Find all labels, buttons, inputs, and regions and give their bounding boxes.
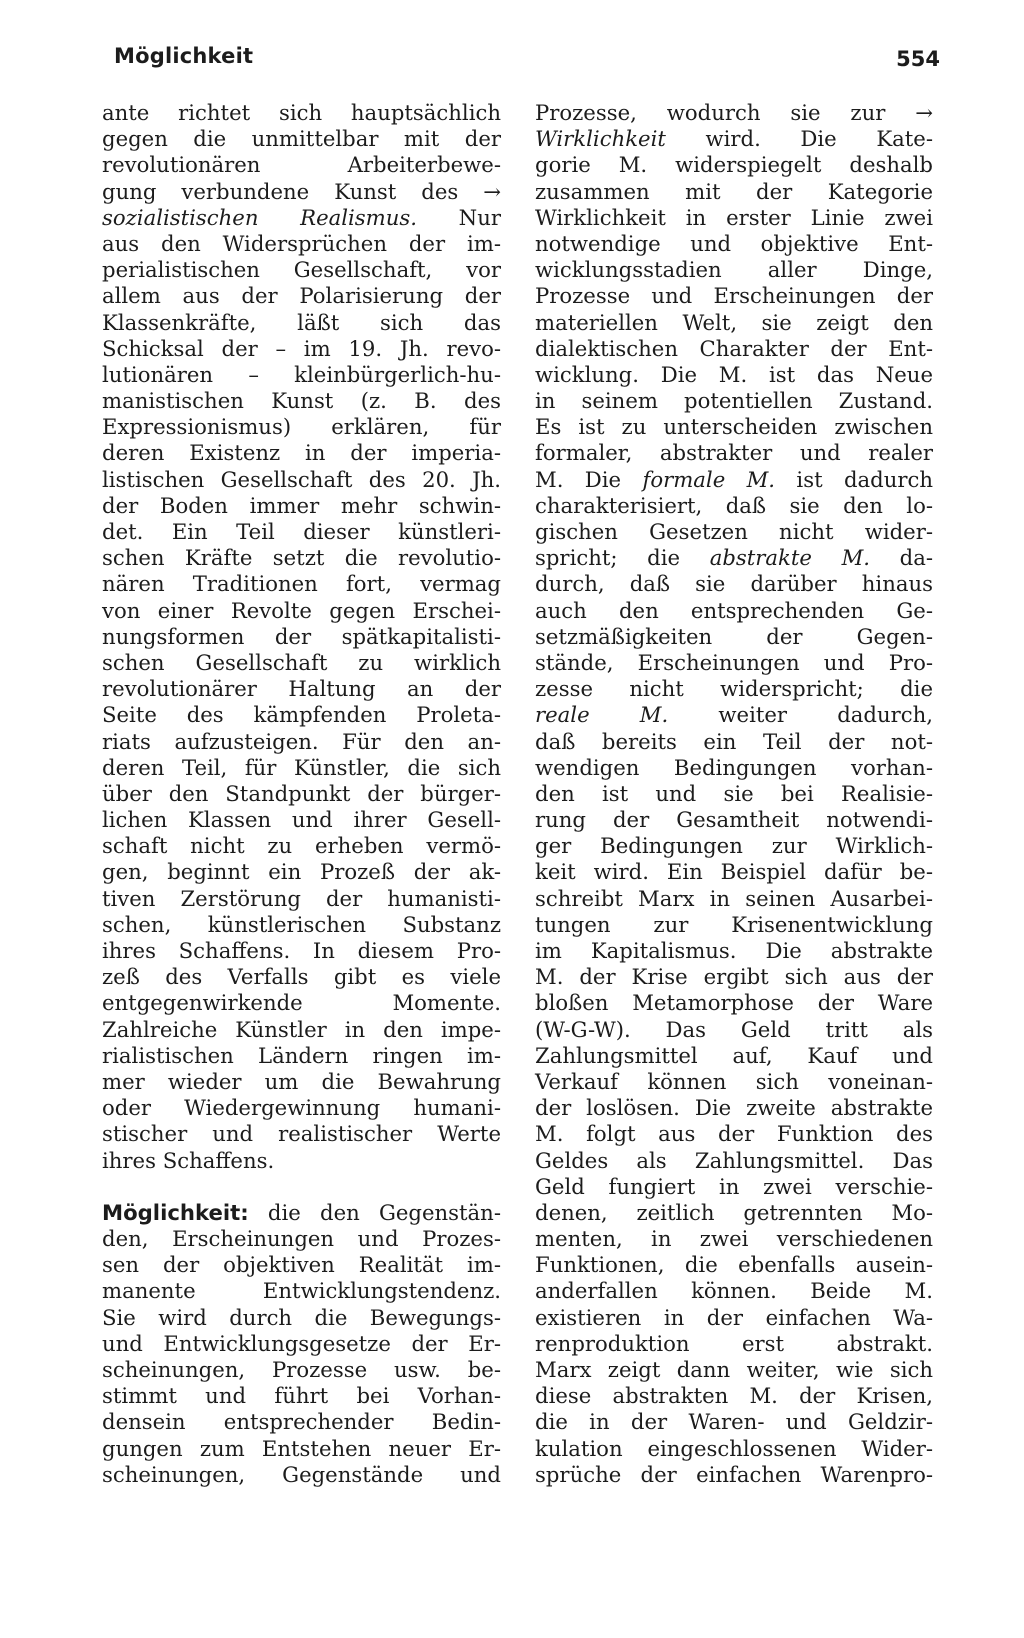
text-line: denen, zeitlich getrennten Mo- [535,1199,933,1225]
text-line: Verkauf können sich voneinan- [535,1068,933,1094]
text-fragment: spricht; die [535,545,710,571]
italic-term: Wirklichkeit [535,126,666,152]
text-line: zusammen mit der Kategorie [535,178,933,204]
text-line: scheinungen, Prozesse usw. be- [102,1357,501,1382]
text-line: ihres Schaffens. [102,1147,275,1173]
text-line: tungen zur Krisenentwicklung [535,911,933,937]
text-line: Geld fungiert in zwei verschie- [535,1173,933,1199]
text-line: M. folgt aus der Funktion des [535,1121,933,1147]
text-line: durch, daß sie darüber hinaus [535,571,933,597]
text-line: Klassenkräfte, läßt sich das [102,309,501,335]
text-line: riats aufzusteigen. Für den an- [102,728,501,754]
text-line: zeß des Verfalls gibt es viele [102,964,501,990]
text-line: sprüche der einfachen Warenpro- [535,1461,933,1487]
text-line: wendigen Bedingungen vorhan- [535,754,933,780]
text-line: Prozesse und Erscheinungen der [535,283,933,309]
text-line: dialektischen Charakter der Ent- [535,335,933,361]
entry-head-line [102,1200,501,1226]
text-line: gen, beginnt ein Prozeß der ak- [102,859,501,885]
text-line: daß bereits ein Teil der not- [535,728,933,754]
text-line [535,545,933,571]
text-line: auch den entsprechenden Ge- [535,597,933,623]
text-line: ger Bedingungen zur Wirklich- [535,833,933,859]
text-line: existieren in der einfachen Wa- [535,1304,933,1330]
text-line: stischer und realistischer Werte [102,1121,501,1147]
text-line: (W-G-W). Das Geld tritt als [535,1016,933,1042]
left-column [102,100,501,1488]
text-line: Marx zeigt dann weiter, wie sich [535,1357,933,1382]
text-line: der loslösen. Die zweite abstrakte [535,1095,933,1121]
text-line: Geldes als Zahlungsmittel. Das [535,1147,933,1173]
text-line [102,205,501,231]
text-line [535,702,933,728]
text-line: wicklung. Die M. ist das Neue [535,361,933,387]
text-line: mer wieder um die Bewahrung [102,1068,501,1094]
text-line: sen der objektiven Realität im- [102,1252,501,1278]
text-line: nungsformen der spätkapitalisti- [102,623,501,649]
text-line: charakterisiert, daß sie den lo- [535,492,933,518]
text-line: tiven Zerstörung der humanisti- [102,885,501,911]
text-line: aus den Widersprüchen der im- [102,230,501,256]
text-line: und Entwicklungsgesetze der Er- [102,1330,501,1356]
text-line: Expressionismus) erklären, für [102,414,501,440]
text-line: kulation eingeschlossenen Wider- [535,1435,933,1461]
text-line: gung verbundene Kunst des → [102,178,501,204]
text-line: deren Teil, für Künstler, die sich [102,754,501,780]
text-line: lutionären – kleinbürgerlich-hu- [102,361,501,387]
text-line: manente Entwicklungstendenz. [102,1278,501,1304]
text-fragment: da- [870,545,933,571]
text-line: materiellen Welt, sie zeigt den [535,309,933,335]
text-fragment: M. Die [535,466,643,492]
italic-term: formale M. [642,466,776,492]
text-line: gegen die unmittelbar mit der [102,126,501,152]
text-line: schaft nicht zu erheben vermö- [102,833,501,859]
text-line: formaler, abstrakter und realer [535,440,933,466]
text-line: ante richtet sich hauptsächlich [102,100,501,125]
text-line: revolutionären Arbeiterbewe- [102,152,501,178]
text-line: Sie wird durch die Bewegungs- [102,1304,501,1330]
right-column [535,100,933,1488]
text-line: gungen zum Entstehen neuer Er- [102,1435,501,1461]
text-line: M. der Krise ergibt sich aus der [535,964,933,990]
italic-term: sozialistischen Realismus. [102,204,418,230]
text-line: über den Standpunkt der bürger- [102,780,501,806]
text-line: Es ist zu unterscheiden zwischen [535,414,933,440]
text-line: Schicksal der – im 19. Jh. revo- [102,335,501,361]
text-line: schen Kräfte setzt die revolutio- [102,545,501,571]
text-line: schreibt Marx in seinen Ausarbei- [535,885,933,911]
paragraph-gap [102,1174,501,1200]
text-line: listischen Gesellschaft des 20. Jh. [102,466,501,492]
text-line: Funktionen, die ebenfalls ausein- [535,1252,933,1278]
text-line: rung der Gesamtheit notwendi- [535,807,933,833]
text-line: allem aus der Polarisierung der [102,283,501,309]
text-line: Prozesse, wodurch sie zur → [535,100,933,125]
text-line: ihres Schaffens. In diesem Pro- [102,938,501,963]
text-line: stände, Erscheinungen und Pro- [535,649,933,675]
text-line: den, Erscheinungen und Prozes- [102,1226,501,1252]
text-fragment: die den Gegenstän- [248,1199,501,1225]
text-line: notwendige und objektive Ent- [535,230,933,256]
text-line: anderfallen können. Beide M. [535,1278,933,1304]
text-line: perialistischen Gesellschaft, vor [102,257,501,283]
text-line: zesse nicht widerspricht; die [535,676,933,702]
text-fragment: weiter dadurch, [668,702,933,728]
text-line: der Boden immer mehr schwin- [102,492,501,518]
text-line: manistischen Kunst (z. B. des [102,388,501,414]
page-number: 554 [896,47,940,71]
text-line: im Kapitalismus. Die abstrakte [535,938,933,963]
text-line: setzmäßigkeiten der Gegen- [535,623,933,649]
text-line: entgegenwirkende Momente. [102,990,501,1016]
text-line: schen Gesellschaft zu wirklich [102,649,501,675]
text-line: rialistischen Ländern ringen im- [102,1042,501,1068]
text-line: Wirklichkeit in erster Linie zwei [535,204,933,230]
entry-term: Möglichkeit: [102,1199,249,1225]
text-fragment: wird. Die Kate- [665,126,933,152]
text-line [535,467,933,493]
text-line: in seinem potentiellen Zustand. [535,388,933,414]
text-line: den ist und sie bei Realisie- [535,780,933,806]
text-line: revolutionärer Haltung an der [102,676,501,702]
text-line: lichen Klassen und ihrer Gesell- [102,807,501,833]
text-line: Zahlungsmittel auf, Kauf und [535,1042,933,1068]
text-line: keit wird. Ein Beispiel dafür be- [535,859,933,885]
text-line: wicklungsstadien aller Dinge, [535,257,933,283]
text-line: scheinungen, Gegenstände und [102,1461,501,1487]
text-line: menten, in zwei verschiedenen [535,1226,933,1252]
text-line: densein entsprechender Bedin- [102,1409,501,1435]
text-line: Zahlreiche Künstler in den impe- [102,1016,501,1042]
text-fragment: ist dadurch [775,466,933,492]
text-line: die in der Waren- und Geldzir- [535,1409,933,1435]
text-line: deren Existenz in der imperia- [102,440,501,466]
text-line: gorie M. widerspiegelt deshalb [535,152,933,178]
running-head: Möglichkeit [114,44,254,68]
text-line: diese abstrakten M. der Krisen, [535,1383,933,1409]
text-line: Seite des kämpfenden Proleta- [102,702,501,728]
text-line: oder Wiedergewinnung humani- [102,1095,501,1121]
text-line [535,126,933,152]
italic-term: abstrakte M. [709,545,870,571]
text-line: nären Traditionen fort, vermag [102,571,501,597]
text-line: stimmt und führt bei Vorhan- [102,1383,501,1409]
text-line: schen, künstlerischen Substanz [102,911,501,937]
text-line: bloßen Metamorphose der Ware [535,990,933,1016]
italic-term: reale M. [535,702,669,728]
text-line: von einer Revolte gegen Erschei- [102,597,501,623]
text-fragment: Nur [417,204,501,230]
text-line: gischen Gesetzen nicht wider- [535,519,933,544]
text-line: det. Ein Teil dieser künstleri- [102,519,501,544]
text-line: renproduktion erst abstrakt. [535,1330,933,1356]
